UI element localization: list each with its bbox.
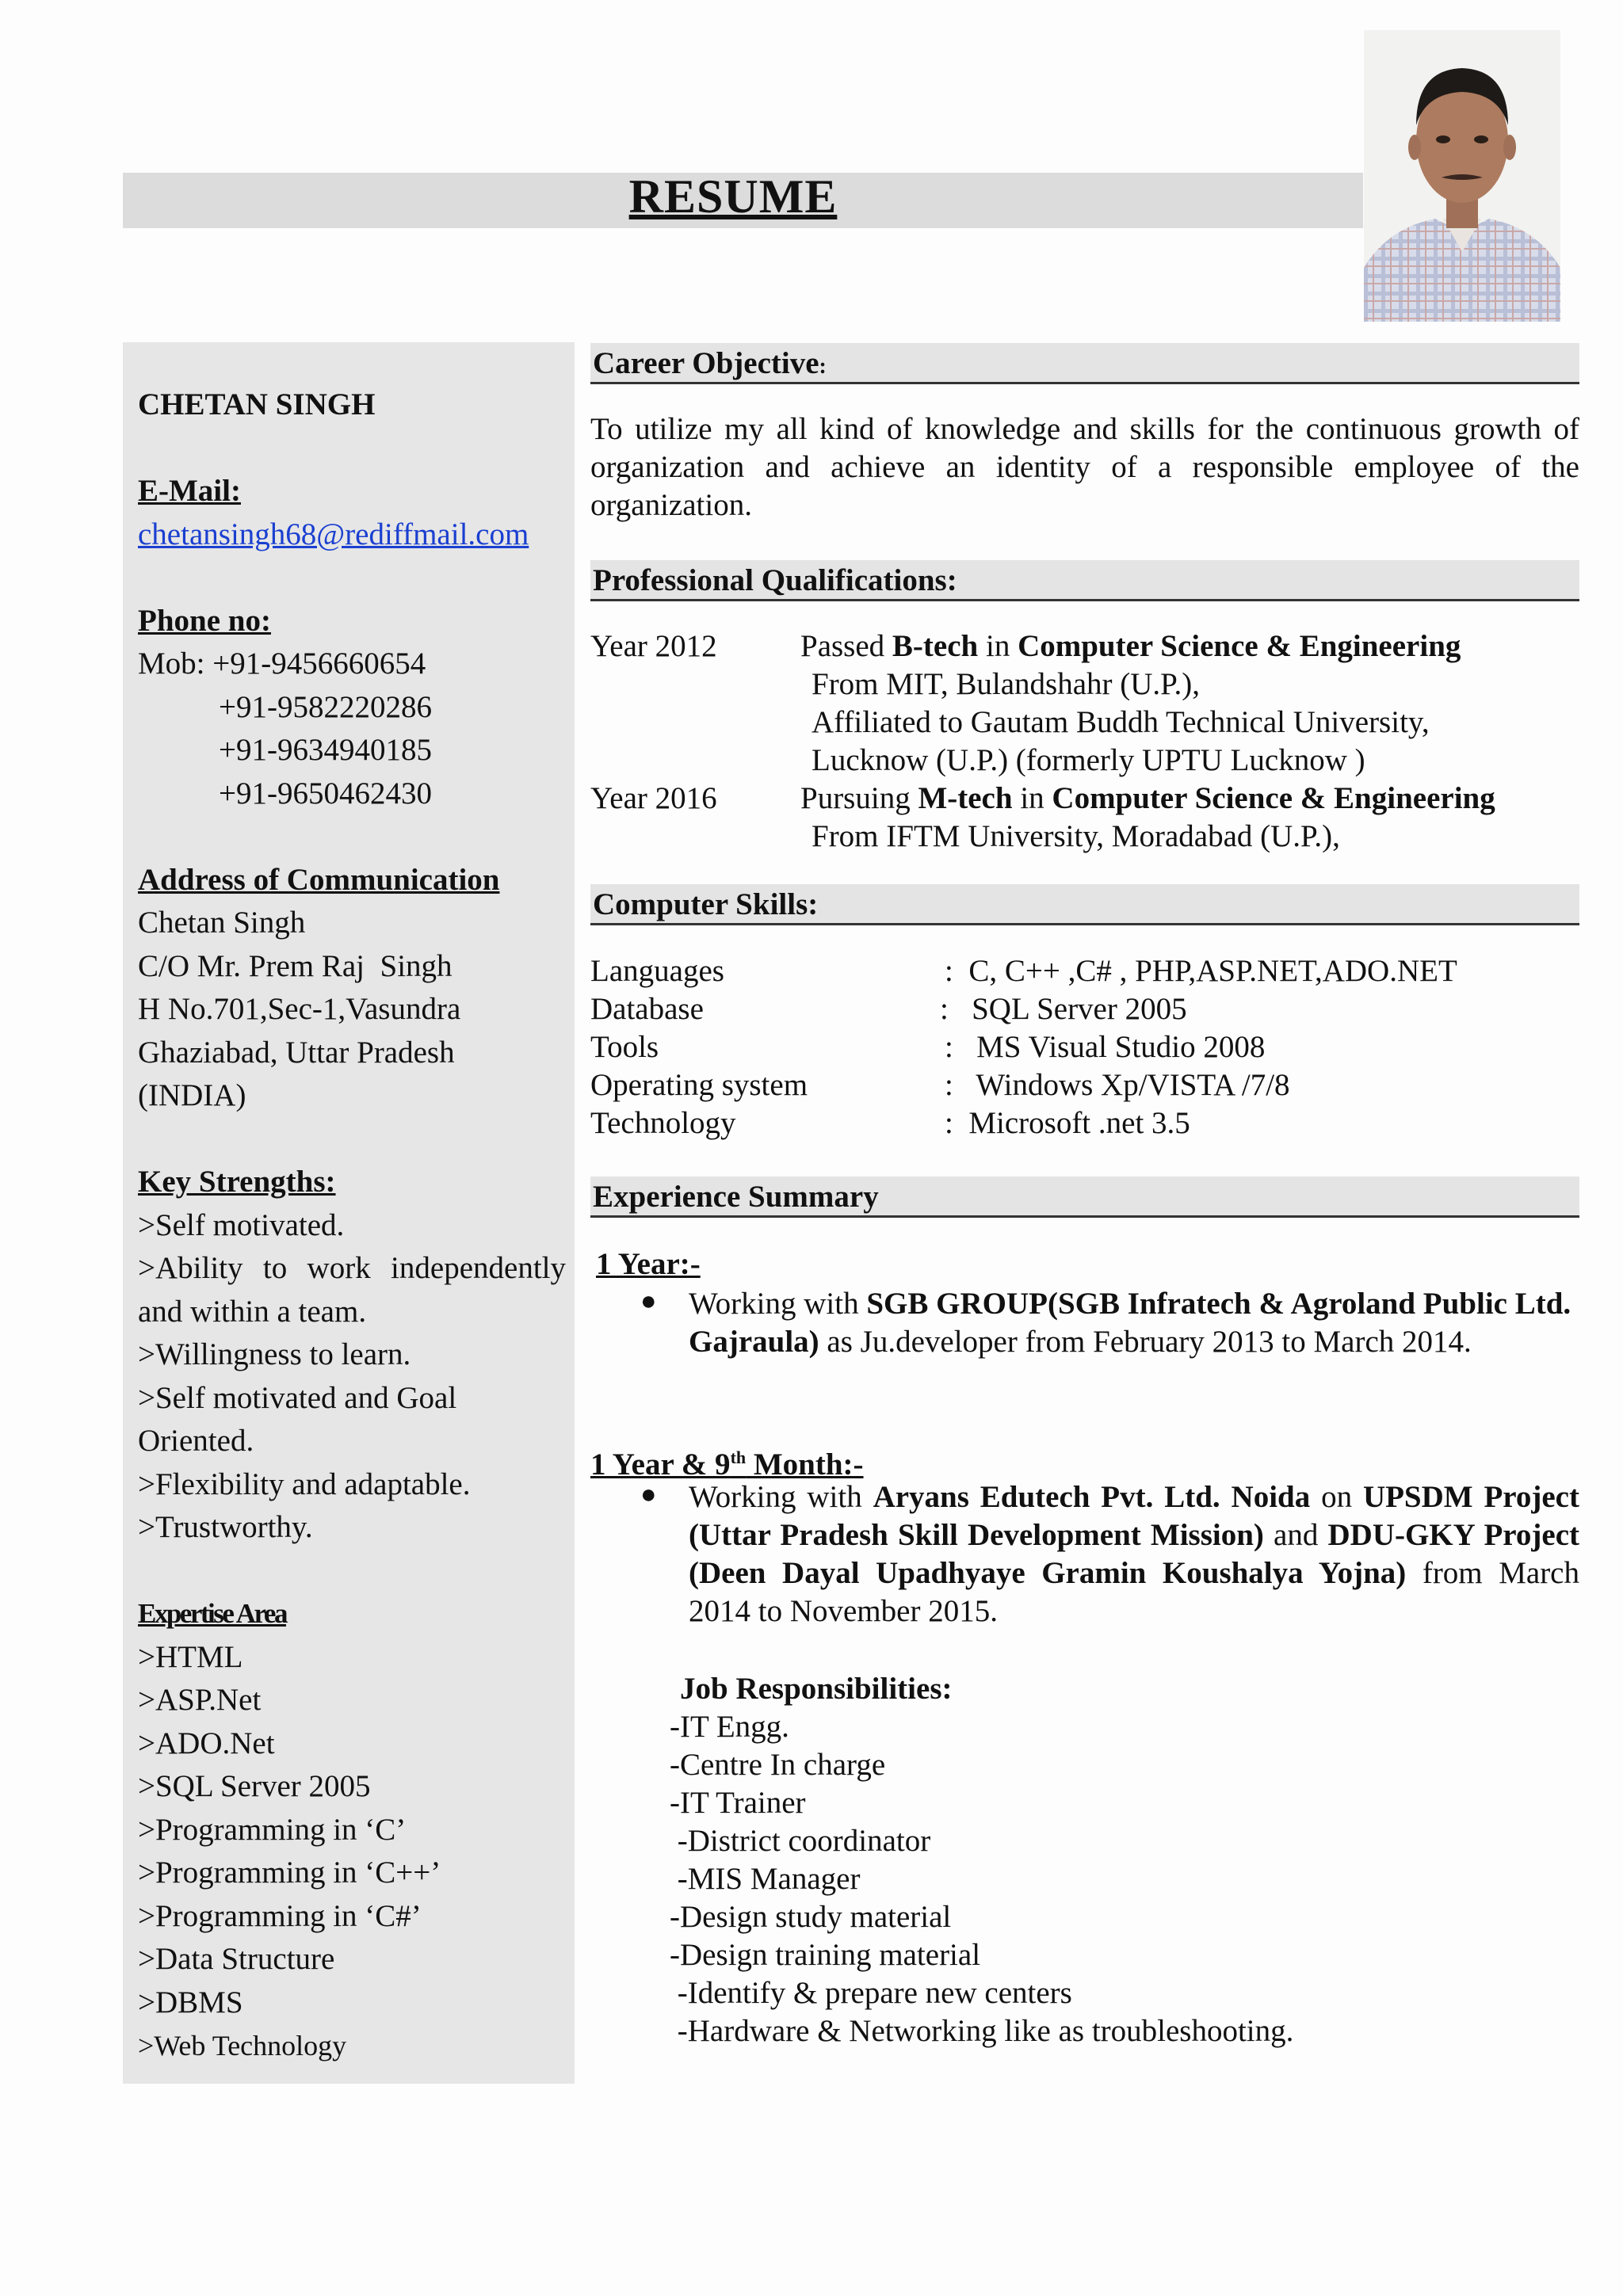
- strength-item: Oriented.: [138, 1424, 254, 1458]
- project-name: UPSDM Project (Uttar Pradesh Skill Development Mission): [689, 1480, 1579, 1552]
- responsibilities-heading: Job Responsibilities:: [680, 1672, 953, 1706]
- qualification-text: Passed: [800, 629, 892, 663]
- qualification-text: Pursuing: [800, 781, 918, 815]
- job2-description: [689, 1478, 1579, 1630]
- strengths-label: Key Strengths:: [138, 1165, 336, 1199]
- skill-value: : MS Visual Studio 2008: [945, 1030, 1266, 1064]
- responsibility-item: -IT Trainer: [670, 1786, 806, 1820]
- qualification-detail: From MIT, Bulandshahr (U.P.),: [812, 667, 1200, 701]
- section-title: Career Objective: [593, 346, 819, 380]
- expertise-item: >Data Structure: [138, 1942, 335, 1976]
- phone-number: Mob: +91-9456660654: [138, 646, 426, 681]
- phone-number: +91-9650462430: [219, 776, 432, 810]
- strength-item: >Ability to work independently: [138, 1251, 566, 1285]
- phone-number: +91-9634940185: [219, 733, 432, 767]
- qualification-text: in: [1012, 781, 1052, 815]
- responsibility-item: -Centre In charge: [670, 1748, 886, 1782]
- duration-text: Month:-: [746, 1447, 864, 1482]
- duration-sup: th: [730, 1447, 747, 1467]
- skill-key: Tools: [590, 1030, 659, 1064]
- sidebar-content: [138, 383, 566, 2068]
- job-text: and: [1263, 1518, 1328, 1552]
- responsibility-item: -Identify & prepare new centers: [670, 1976, 1072, 2010]
- company-name: Aryans Edutech Pvt. Ltd. Noida: [873, 1480, 1311, 1514]
- branch-name: Computer Science & Engineering: [1018, 629, 1461, 663]
- skill-value: : C, C++ ,C# , PHP,ASP.NET,ADO.NET: [945, 954, 1457, 988]
- branch-name: Computer Science & Engineering: [1052, 781, 1495, 815]
- page-title: RESUME: [628, 170, 838, 223]
- qualification-text: in: [978, 629, 1018, 663]
- job-text: on: [1310, 1480, 1363, 1514]
- expertise-item: >Web Technology: [138, 2030, 347, 2061]
- expertise-item: >Programming in ‘C’: [138, 1812, 407, 1847]
- expertise-item: >Programming in ‘C#’: [138, 1898, 422, 1933]
- qualification-detail: Lucknow (U.P.) (formerly UPTU Lucknow ): [812, 743, 1365, 777]
- job1-duration: 1 Year:-: [596, 1247, 701, 1281]
- address-label: Address of Communication: [138, 862, 500, 897]
- person-portrait-icon: [1364, 30, 1560, 322]
- strength-item: >Self motivated and Goal: [138, 1380, 457, 1415]
- qualification-year: Year 2012: [590, 629, 717, 663]
- job-text: from March 2014 to November 2015.: [689, 1556, 1579, 1628]
- degree-name: B-tech: [892, 629, 979, 663]
- address-line: Ghaziabad, Uttar Pradesh: [138, 1035, 455, 1070]
- expertise-item: >Programming in ‘C++’: [138, 1855, 441, 1890]
- responsibility-item: -District coordinator: [670, 1824, 931, 1858]
- responsibility-item: -Design study material: [670, 1900, 952, 1934]
- expertise-label: Expertise Area: [138, 1598, 286, 1629]
- qualification-year: Year 2016: [590, 781, 717, 815]
- bullet-icon: ●: [640, 1287, 657, 1316]
- email-link[interactable]: chetansingh68@rediffmail.com: [138, 517, 529, 551]
- candidate-name: CHETAN SINGH: [138, 387, 376, 421]
- experience-summary-heading: Experience Summary: [590, 1177, 1579, 1218]
- degree-name: M-tech: [918, 781, 1013, 815]
- address-line: (INDIA): [138, 1078, 246, 1112]
- duration-text: 1 Year & 9: [590, 1447, 731, 1482]
- expertise-item: >HTML: [138, 1639, 243, 1674]
- qualification-detail: From IFTM University, Moradabad (U.P.),: [812, 819, 1340, 853]
- job2-duration: [590, 1439, 864, 1484]
- phone-label: Phone no:: [138, 603, 271, 638]
- skills-table: [590, 952, 1579, 1142]
- strength-item: >Trustworthy.: [138, 1510, 313, 1544]
- skill-key: Languages: [590, 954, 724, 988]
- skill-key: Operating system: [590, 1068, 808, 1102]
- strength-item: >Flexibility and adaptable.: [138, 1466, 471, 1501]
- address-line: Chetan Singh: [138, 906, 306, 940]
- job-text: Working with: [689, 1287, 867, 1321]
- skill-row: [590, 990, 1579, 1028]
- skill-row: [590, 952, 1579, 990]
- skill-value: : Windows Xp/VISTA /7/8: [945, 1068, 1290, 1102]
- expertise-item: >DBMS: [138, 1985, 243, 2019]
- heading-colon: :: [819, 354, 827, 379]
- skill-key: Technology: [590, 1106, 736, 1140]
- expertise-item: >SQL Server 2005: [138, 1769, 371, 1803]
- job1-description: [689, 1285, 1579, 1361]
- company-name: SGB GROUP(SGB Infratech & Agroland Public Ltd. Gajraula): [689, 1287, 1571, 1359]
- bullet-icon: ●: [640, 1480, 657, 1509]
- skill-row: [590, 1066, 1579, 1104]
- email-label: E-Mail:: [138, 474, 241, 508]
- qualification-row: [590, 627, 1461, 666]
- strength-item: >Self motivated.: [138, 1207, 345, 1242]
- career-objective-heading: [590, 343, 1579, 384]
- qualification-detail: Affiliated to Gautam Buddh Technical University,: [812, 705, 1430, 739]
- job-text: Working with: [689, 1480, 873, 1514]
- qualifications-heading: Professional Qualifications:: [590, 560, 1579, 601]
- qualification-row: [590, 780, 1495, 818]
- strength-item: and within a team.: [138, 1294, 367, 1329]
- profile-photo: [1364, 30, 1560, 322]
- job-text: as Ju.developer from February 2013 to March 2014.: [819, 1325, 1472, 1359]
- responsibility-item: -Design training material: [670, 1938, 981, 1972]
- computer-skills-heading: Computer Skills:: [590, 884, 1579, 925]
- skill-value: : Microsoft .net 3.5: [945, 1106, 1190, 1140]
- responsibility-item: -Hardware & Networking like as troubleshooting.: [670, 2014, 1294, 2048]
- project-name: DDU-GKY Project (Deen Dayal Upadhyaye Gramin Koushalya Yojna): [689, 1518, 1579, 1590]
- expertise-item: >ADO.Net: [138, 1726, 275, 1760]
- expertise-item: >ASP.Net: [138, 1683, 262, 1717]
- skill-key: Database: [590, 992, 704, 1026]
- skill-value: : SQL Server 2005: [940, 992, 1187, 1026]
- career-objective-text: To utilize my all kind of knowledge and skills for the continuous growth of organization and achieve an identity of a responsible employee of the organization.: [590, 412, 1579, 522]
- address-line: C/O Mr. Prem Raj Singh: [138, 948, 453, 983]
- phone-number: +91-9582220286: [219, 689, 432, 724]
- skill-row: [590, 1028, 1579, 1066]
- responsibility-item: -MIS Manager: [670, 1862, 861, 1896]
- skill-row: [590, 1104, 1579, 1142]
- strength-item: >Willingness to learn.: [138, 1337, 411, 1371]
- responsibility-item: -IT Engg.: [670, 1710, 789, 1744]
- address-line: H No.701,Sec-1,Vasundra: [138, 992, 461, 1026]
